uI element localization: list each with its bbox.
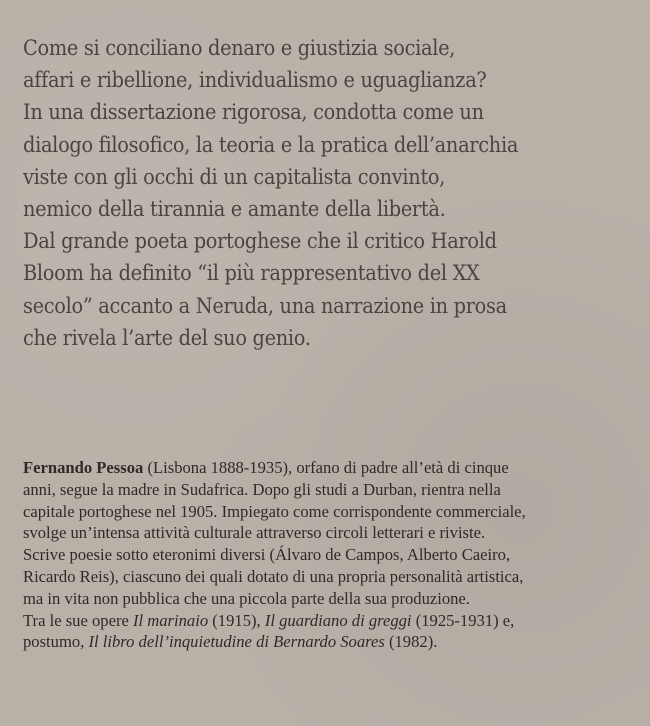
work-title: Il marinaio <box>132 610 209 630</box>
bio-text: (Lisbona 1888-1935), orfano di padre all’età di cinque <box>143 458 509 477</box>
blurb-line: nemico della tirannia e amante della libertà. <box>23 197 446 223</box>
bio-line: svolge un’intensa attività culturale attraverso circoli letterari e riviste. <box>23 523 486 543</box>
bio-text: postumo, <box>23 632 89 652</box>
bio-line <box>23 457 638 479</box>
bio-line: Scrive poesie sotto eteronimi diversi (Álvaro de Campos, Alberto Caeiro, <box>23 545 511 565</box>
author-bio <box>23 457 638 653</box>
cover-blurb <box>23 33 633 355</box>
work-year: (1915), <box>208 610 265 630</box>
bio-line: Ricardo Reis), ciascuno dei quali dotato di una propria personalità artistica, <box>23 566 524 586</box>
blurb-line: Dal grande poeta portoghese che il critico Harold <box>23 229 497 255</box>
bio-line: ma in vita non pubblica che una piccola parte della sua produzione. <box>23 588 470 608</box>
blurb-line: secolo” accanto a Neruda, una narrazione in prosa <box>23 293 507 319</box>
blurb-line: Come si conciliano denaro e giustizia sociale, <box>23 36 456 61</box>
work-title: Il guardiano di greggi <box>264 610 412 630</box>
blurb-line: che rivela l’arte del suo genio. <box>23 325 311 351</box>
blurb-line: dialogo filosofico, la teoria e la pratica dell’anarchia <box>23 132 519 158</box>
bio-line <box>23 610 638 632</box>
bio-line: anni, segue la madre in Sudafrica. Dopo gli studi a Durban, rientra nella <box>23 479 501 499</box>
blurb-line: viste con gli occhi di un capitalista convinto, <box>23 164 446 190</box>
work-title: Il libro dell’inquietudine di Bernardo Soares <box>88 632 385 652</box>
bio-line <box>23 631 638 653</box>
blurb-line: affari e ribellione, individualismo e uguaglianza? <box>23 68 487 94</box>
bio-text: Tra le sue opere <box>23 610 133 630</box>
work-year: (1925-1931) e, <box>411 610 515 630</box>
bio-line: capitale portoghese nel 1905. Impiegato come corrispondente commerciale, <box>23 501 526 521</box>
blurb-line: In una dissertazione rigorosa, condotta come un <box>23 100 484 126</box>
work-year: (1982). <box>384 632 438 652</box>
author-name: Fernando Pessoa <box>23 458 144 477</box>
blurb-line: Bloom ha definito “il più rappresentativo del XX <box>23 261 480 287</box>
